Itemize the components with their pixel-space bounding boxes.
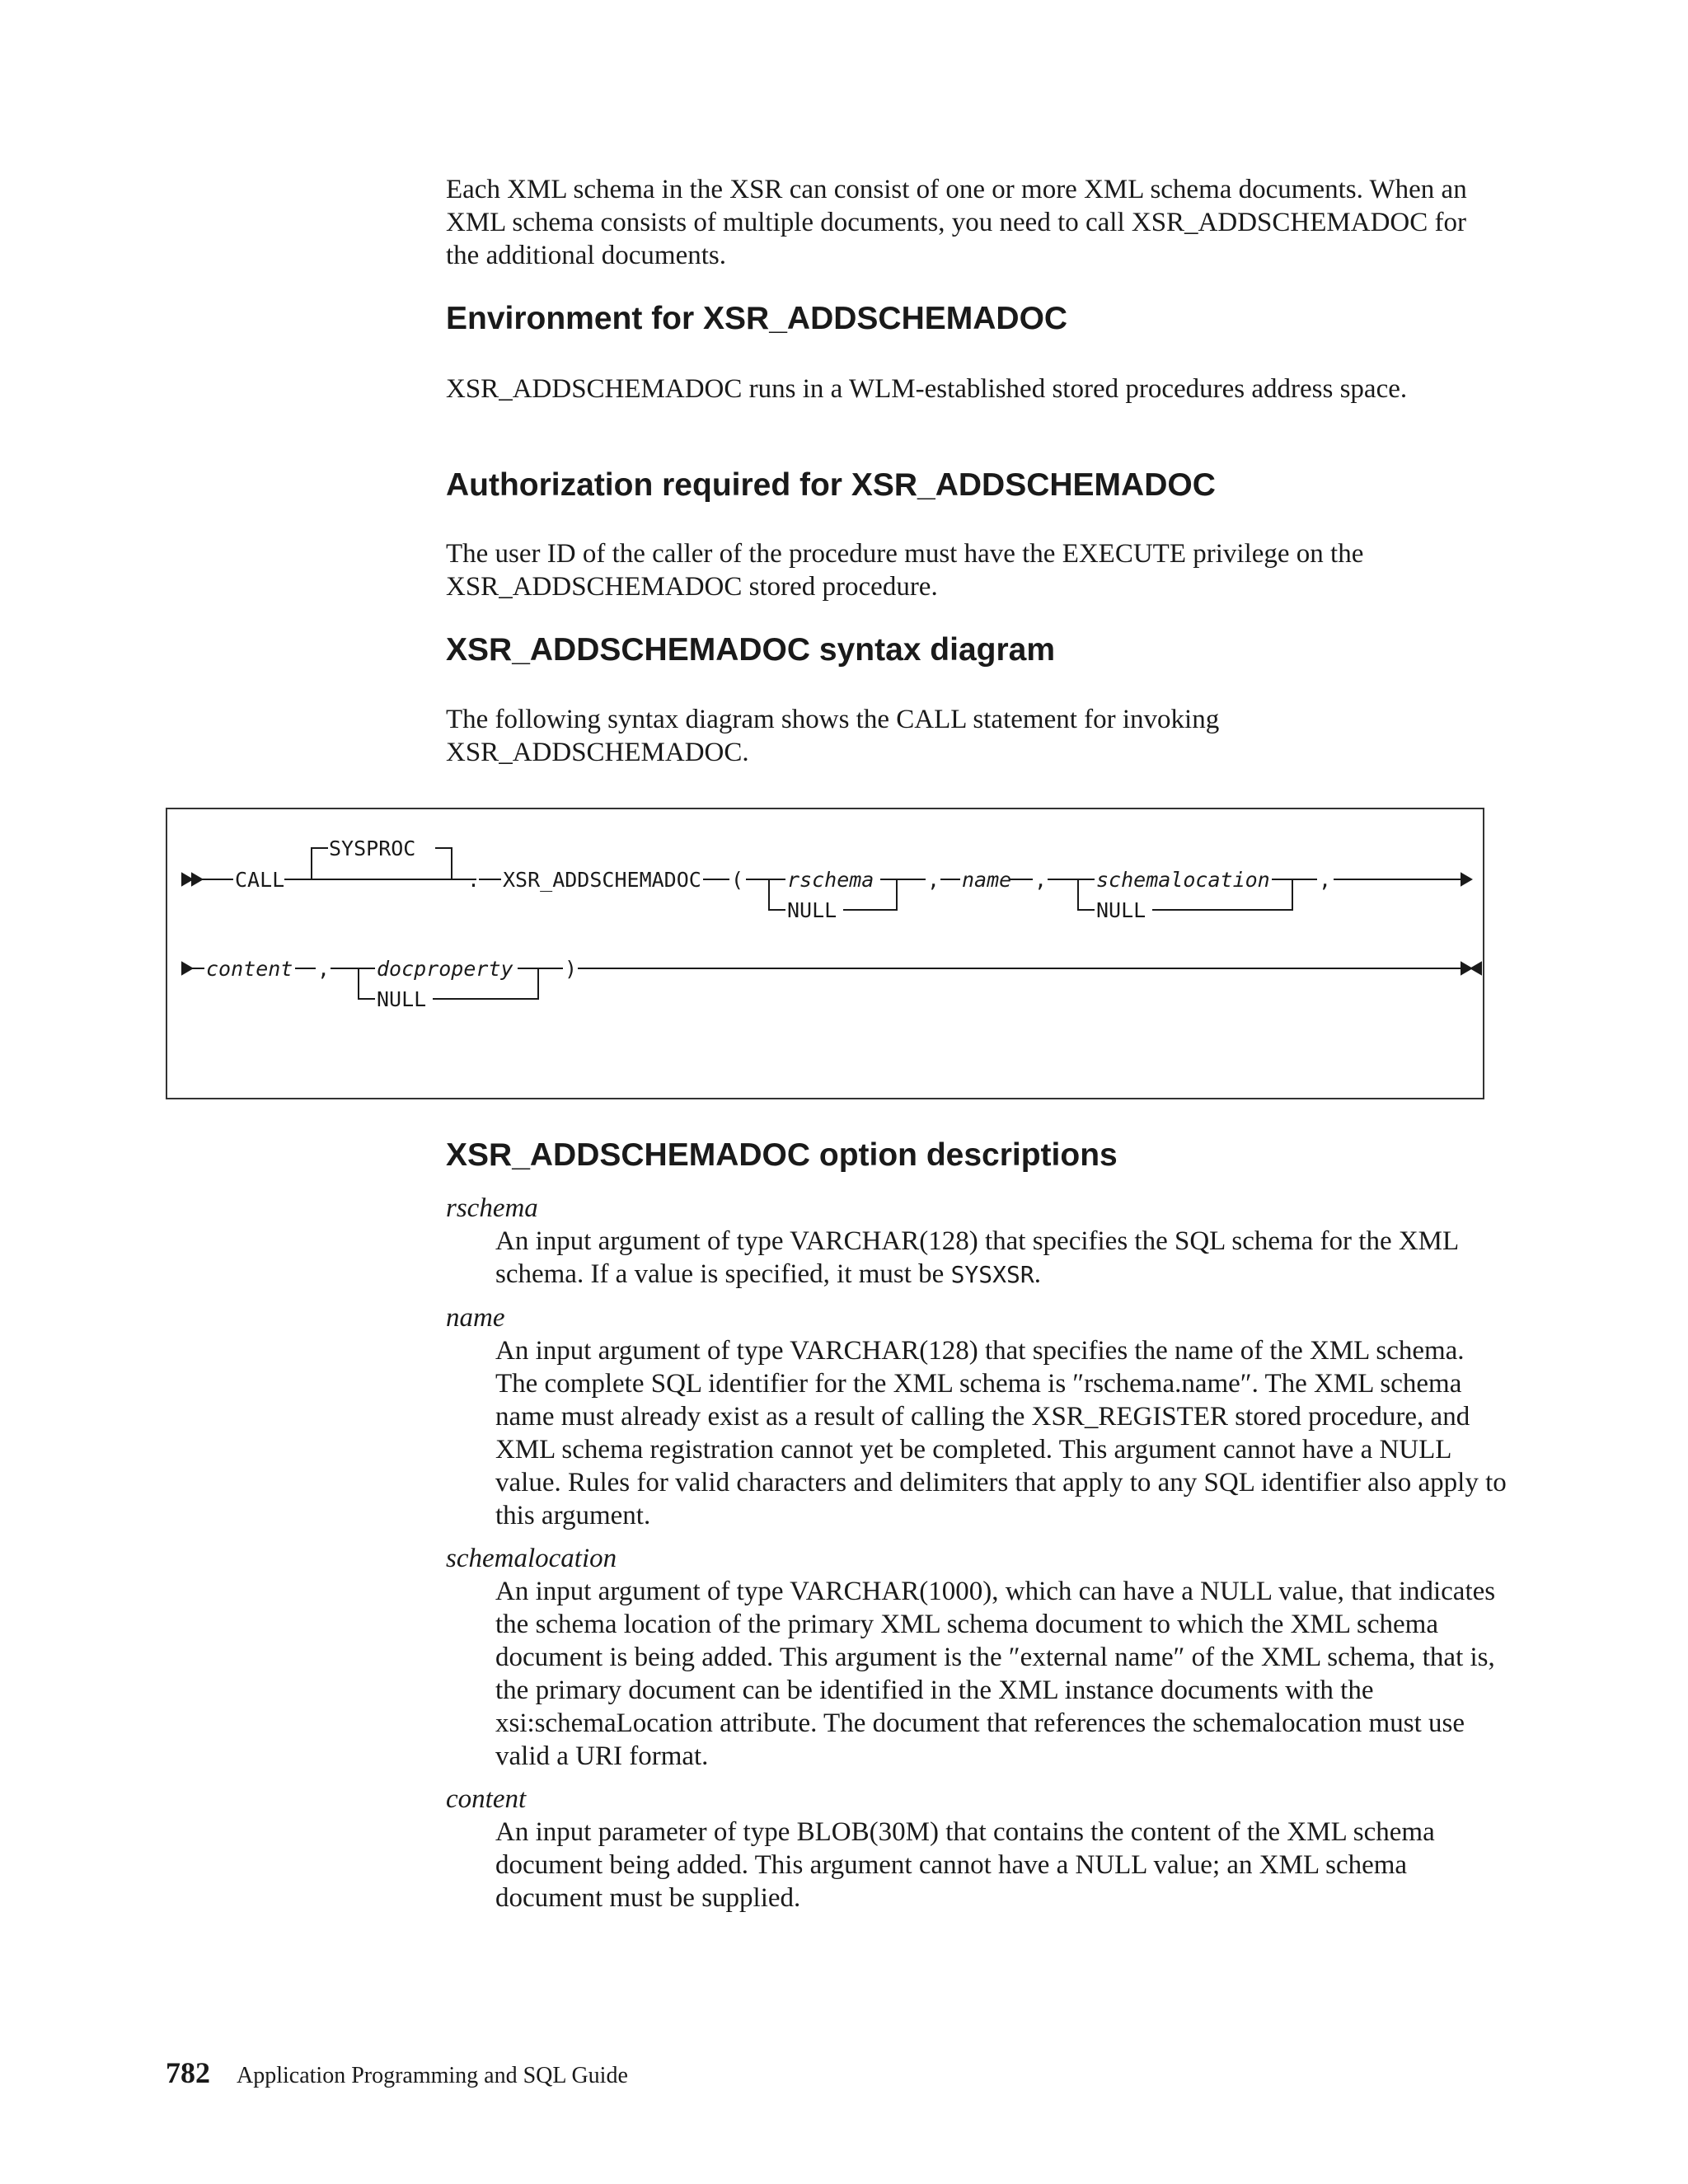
diagram-sysproc: SYSPROC — [329, 837, 416, 860]
syntax-diagram — [166, 808, 1484, 1099]
term-name: name — [446, 1303, 505, 1333]
continuation-arrow — [182, 963, 192, 974]
syntax-diagram-svg — [167, 809, 1486, 1101]
intro-paragraph: Each XML schema in the XSR can consist of one or more XML schema documents. When an XML schema consists of multiple documents, you need to call XSR_ADDSCHEMADOC for the additional documents. — [446, 175, 1467, 270]
syntax-heading: XSR_ADDSCHEMADOC syntax diagram — [446, 632, 1056, 668]
diagram-comma-3: , — [1319, 868, 1332, 892]
diagram-comma-2: , — [1034, 868, 1048, 892]
diagram-comma-1: , — [927, 868, 940, 892]
diagram-open-paren: ( — [731, 868, 744, 892]
diagram-null-1: NULL — [787, 898, 837, 922]
desc-rschema — [495, 1225, 1509, 1291]
diagram-call: CALL — [235, 868, 285, 892]
diagram-comma-4: , — [317, 957, 331, 981]
diagram-null-3: NULL — [377, 987, 427, 1011]
desc-name: An input argument of type VARCHAR(128) that specifies the name of the XML schema. The complete SQL identifier for the XML schema is ″rschema.name″. The XML schema name must already exist as a result of calling the XSR_REGISTER stored procedure, and XML schema registration cannot yet be completed. This argument cannot have a NULL value. Rules for valid characters and delimiters that apply to any SQL identifier also apply to this argument. — [495, 1336, 1507, 1530]
diagram-dot: . — [467, 868, 481, 892]
syntax-paragraph: The following syntax diagram shows the CALL statement for invoking XSR_ADDSCHEMADOC. — [446, 705, 1220, 767]
environment-heading: Environment for XSR_ADDSCHEMADOC — [446, 301, 1068, 336]
term-content: content — [446, 1784, 527, 1814]
diagram-close-paren: ) — [565, 957, 578, 981]
end-arrow-left — [1471, 963, 1481, 974]
diagram-rschema: rschema — [787, 868, 874, 892]
desc-content: An input parameter of type BLOB(30M) that contains the content of the XML schema document being added. This argument cannot have a NULL value; an XML schema document must be supplied. — [495, 1817, 1435, 1913]
page-footer — [166, 2055, 1484, 2090]
start-arrow-2 — [192, 874, 202, 885]
term-schemalocation: schemalocation — [446, 1544, 617, 1573]
diagram-content: content — [206, 957, 293, 981]
diagram-null-2: NULL — [1096, 898, 1146, 922]
term-rschema: rschema — [446, 1193, 538, 1223]
authorization-paragraph: The user ID of the caller of the procedure must have the EXECUTE privilege on the XSR_ADDSCHEMADOC stored procedure. — [446, 539, 1364, 602]
book-title: Application Programming and SQL Guide — [237, 2063, 628, 2088]
page-number: 782 — [166, 2056, 210, 2089]
desc-rschema-end: . — [1034, 1259, 1041, 1289]
diagram-proc-name: XSR_ADDSCHEMADOC — [503, 868, 701, 892]
start-arrow-1 — [182, 874, 192, 885]
continue-arrow — [1461, 874, 1471, 885]
options-heading: XSR_ADDSCHEMADOC option descriptions — [446, 1137, 1118, 1173]
diagram-docproperty: docproperty — [377, 957, 513, 981]
desc-rschema-code: SYSXSR — [950, 1261, 1034, 1288]
desc-rschema-text: An input argument of type VARCHAR(128) that specifies the SQL schema for the XML schema. If a value is specified, it must be — [495, 1226, 1458, 1289]
authorization-heading: Authorization required for XSR_ADDSCHEMADOC — [446, 467, 1216, 503]
diagram-name: name — [962, 868, 1012, 892]
environment-paragraph: XSR_ADDSCHEMADOC runs in a WLM-established stored procedures address space. — [446, 374, 1408, 404]
option-descriptions — [446, 1192, 1509, 1924]
desc-schemalocation: An input argument of type VARCHAR(1000), which can have a NULL value, that indicates the schema location of the primary XML schema document to which the XML schema document is being added. This argument is the ″external name″ of the XML schema, that is, the primary document can be identified in the XML instance documents with the xsi:schemaLocation attribute. The document that references the schemalocation must use valid a URI format. — [495, 1577, 1496, 1771]
diagram-schemalocation: schemalocation — [1096, 868, 1270, 892]
